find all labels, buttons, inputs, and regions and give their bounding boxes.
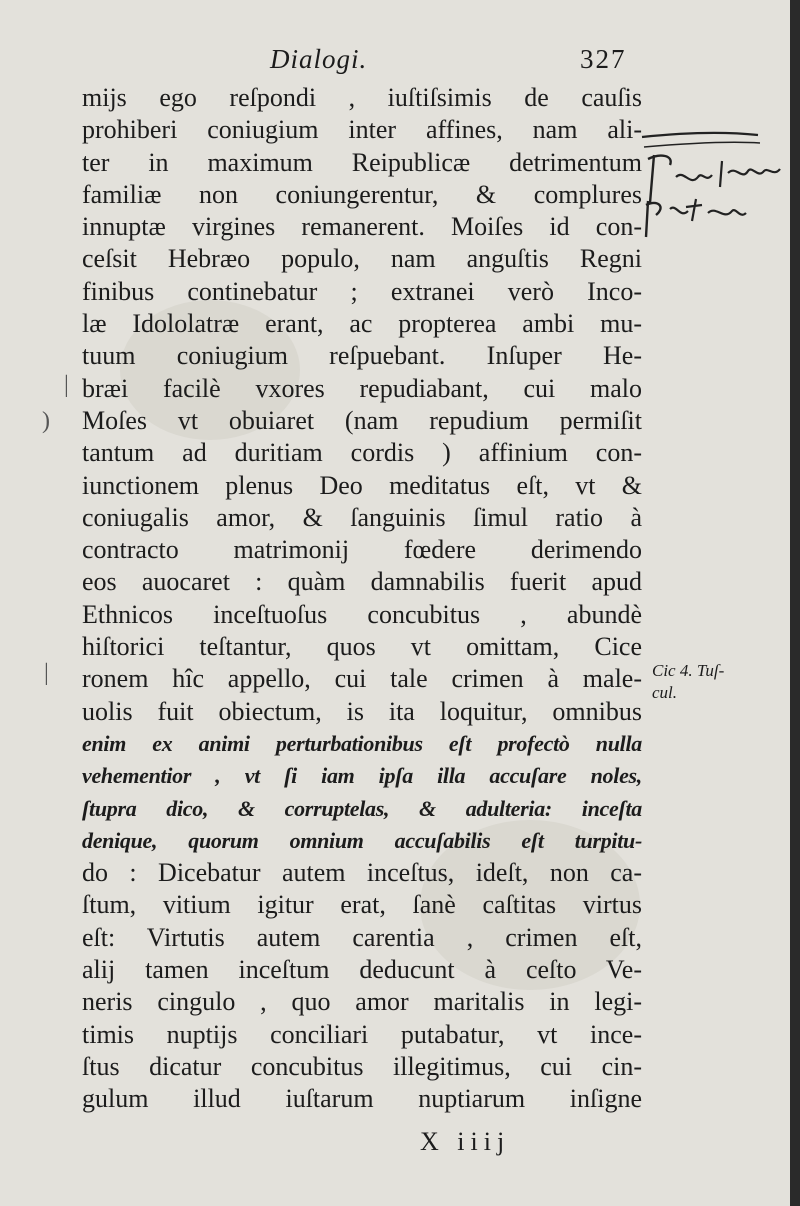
text-line: contracto matrimonij fœdere derimendo: [82, 535, 642, 565]
text-line: tantum ad duritiam cordis ) affinium con-: [82, 438, 642, 468]
margin-mark: |: [44, 660, 49, 686]
text-line: bræi facilè vxores repudiabant, cui malo: [82, 373, 642, 403]
marginal-note: [652, 660, 724, 704]
text-line: neris cingulo , quo amor maritalis in legi-: [82, 987, 642, 1017]
text-line: ſtus dicatur concubitus illegitimus, cui cin-: [82, 1051, 642, 1081]
handwritten-annotation-icon: [640, 125, 790, 240]
text-line: eſt: Virtutis autem carentia , crimen eſt,: [82, 922, 642, 952]
page-number: 327: [580, 44, 627, 74]
running-head: Dialogi.: [270, 44, 368, 74]
text-line: enim ex animi perturbationibus eſt profectò nulla: [82, 730, 642, 756]
text-line: Moſes vt obuiaret (nam repudium permiſit: [82, 405, 642, 435]
text-line: ceſsit Hebræo populo, nam anguſtis Regni: [82, 244, 642, 274]
printer-signature: X iiij: [420, 1127, 511, 1156]
marginal-note-line: cul.: [652, 683, 678, 702]
text-line: eos auocaret : quàm damnabilis fuerit apud: [82, 567, 642, 597]
text-line: coniugalis amor, & ſanguinis ſimul ratio à: [82, 502, 642, 532]
margin-mark: |: [64, 372, 69, 398]
text-line: Ethnicos inceſtuoſus concubitus , abundè: [82, 599, 642, 629]
marginal-note-line: Cic 4. Tuſ-: [652, 661, 725, 680]
text-line: iunctionem plenus Deo meditatus eſt, vt &: [82, 470, 642, 500]
text-line: mijs ego reſpondi , iuſtiſsimis de cauſis: [82, 83, 642, 112]
page-gutter-edge: [790, 0, 800, 1206]
text-line: ſtum, vitium igitur erat, ſanè caſtitas virtus: [82, 890, 642, 920]
text-line: tuum coniugium reſpuebant. Inſuper He-: [82, 341, 642, 371]
text-line: ter in maximum Reipublicæ detrimentum: [82, 147, 642, 177]
text-line: innuptæ virgines remanerent. Moiſes id con-: [82, 212, 642, 242]
text-line: do : Dicebatur autem inceſtus, ideſt, non ca-: [82, 858, 642, 888]
body-text: [82, 82, 642, 1116]
text-line: læ Idololatræ erant, ac propterea ambi mu-: [82, 309, 642, 339]
text-line: finibus continebatur ; extranei verò Inco-: [82, 276, 642, 306]
text-line: ſtupra dico, & corruptelas, & adulteria: inceſta: [82, 795, 642, 821]
text-line: uolis fuit obiectum, is ita loquitur, omnibus: [82, 696, 642, 726]
text-line: timis nuptijs conciliari putabatur, vt ince-: [82, 1019, 642, 1049]
text-line: prohiberi coniugium inter affines, nam ali-: [82, 115, 642, 145]
text-line: denique, quorum omnium accuſabilis eſt turpitu-: [82, 827, 642, 853]
text-line: hiſtorici teſtantur, quos vt omittam, Cice: [82, 632, 642, 662]
text-line: alij tamen inceſtum deducunt à ceſto Ve-: [82, 955, 642, 985]
text-line: gulum illud iuſtarum nuptiarum inſigne: [82, 1084, 642, 1114]
margin-mark: ): [42, 408, 50, 434]
text-line: vehementior , vt ſi iam ipſa illa accuſare noles,: [82, 763, 642, 789]
text-line: familiæ non coniungerentur, & complures: [82, 179, 642, 209]
text-line: ronem hîc appello, cui tale crimen à male-: [82, 664, 642, 694]
